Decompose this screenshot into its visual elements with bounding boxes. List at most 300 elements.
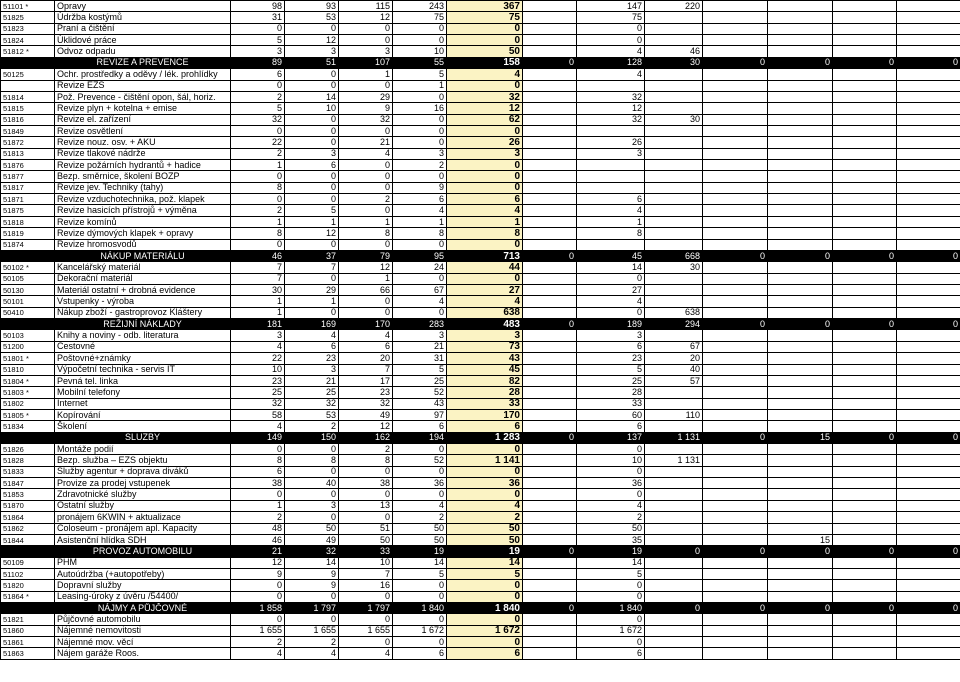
value-cell[interactable]: 0 bbox=[833, 319, 897, 330]
value-cell[interactable]: 0 bbox=[285, 194, 339, 205]
value-cell[interactable]: 6 bbox=[231, 69, 285, 80]
value-cell[interactable] bbox=[833, 35, 897, 46]
account-code-cell[interactable]: 51821 bbox=[1, 614, 55, 625]
value-cell[interactable]: 12 bbox=[285, 35, 339, 46]
value-cell[interactable]: 5 bbox=[577, 568, 645, 579]
value-cell[interactable]: 1 bbox=[339, 273, 393, 284]
value-cell[interactable]: 0 bbox=[833, 432, 897, 443]
value-cell[interactable] bbox=[523, 1, 577, 12]
value-cell[interactable]: 0 bbox=[339, 125, 393, 136]
value-cell[interactable]: 3 bbox=[285, 46, 339, 57]
value-cell[interactable] bbox=[703, 137, 768, 148]
value-cell[interactable]: 9 bbox=[393, 182, 447, 193]
value-cell[interactable] bbox=[577, 182, 645, 193]
value-cell[interactable] bbox=[645, 35, 703, 46]
value-cell[interactable]: 1 bbox=[231, 307, 285, 318]
item-name-cell[interactable]: Revize dýmových klapek + opravy bbox=[55, 228, 231, 239]
value-cell[interactable]: 0 bbox=[285, 69, 339, 80]
value-cell[interactable]: 0 bbox=[703, 250, 768, 261]
value-cell[interactable] bbox=[703, 591, 768, 602]
item-name-cell[interactable]: Knihy a noviny - odb. literatura bbox=[55, 330, 231, 341]
value-cell[interactable]: 0 bbox=[231, 614, 285, 625]
account-code-cell[interactable]: 51871 bbox=[1, 194, 55, 205]
value-cell[interactable]: 0 bbox=[231, 580, 285, 591]
value-cell[interactable]: 6 bbox=[577, 648, 645, 659]
value-cell[interactable]: 0 bbox=[768, 250, 833, 261]
value-cell[interactable]: 8 bbox=[339, 455, 393, 466]
value-cell[interactable]: 24 bbox=[393, 262, 447, 273]
account-code-cell[interactable]: 51853 bbox=[1, 489, 55, 500]
account-code-cell[interactable] bbox=[1, 603, 55, 614]
value-cell[interactable]: 10 bbox=[339, 557, 393, 568]
value-cell[interactable] bbox=[833, 341, 897, 352]
account-code-cell[interactable]: 51804 * bbox=[1, 375, 55, 386]
value-cell[interactable]: 15 bbox=[768, 432, 833, 443]
value-cell[interactable] bbox=[897, 455, 960, 466]
value-cell[interactable]: 283 bbox=[393, 319, 447, 330]
value-cell[interactable] bbox=[523, 160, 577, 171]
value-cell[interactable]: 0 bbox=[768, 57, 833, 68]
value-cell[interactable]: 2 bbox=[231, 637, 285, 648]
value-cell[interactable] bbox=[897, 421, 960, 432]
value-cell[interactable]: 0 bbox=[339, 466, 393, 477]
value-cell[interactable]: 107 bbox=[339, 57, 393, 68]
value-cell[interactable]: 2 bbox=[393, 160, 447, 171]
value-cell[interactable] bbox=[523, 114, 577, 125]
item-name-cell[interactable]: PHM bbox=[55, 557, 231, 568]
value-cell[interactable] bbox=[703, 512, 768, 523]
value-cell[interactable] bbox=[523, 103, 577, 114]
value-cell[interactable] bbox=[768, 568, 833, 579]
item-name-cell[interactable]: Nákup zboží - gastroprovoz Kláštery bbox=[55, 307, 231, 318]
value-cell[interactable]: 0 bbox=[703, 603, 768, 614]
value-cell[interactable] bbox=[703, 171, 768, 182]
value-cell[interactable] bbox=[703, 103, 768, 114]
item-name-cell[interactable]: Revize el. zařízení bbox=[55, 114, 231, 125]
item-name-cell[interactable]: Revize jev. Techniky (tahy) bbox=[55, 182, 231, 193]
value-cell[interactable] bbox=[768, 500, 833, 511]
value-cell[interactable] bbox=[897, 23, 960, 34]
item-name-cell[interactable]: Revize vzduchotechnika, pož. klapek bbox=[55, 194, 231, 205]
value-cell[interactable] bbox=[523, 23, 577, 34]
value-cell[interactable]: 0 bbox=[231, 194, 285, 205]
value-cell[interactable] bbox=[897, 273, 960, 284]
value-cell[interactable]: 1 672 bbox=[577, 625, 645, 636]
value-cell[interactable]: 0 bbox=[897, 57, 960, 68]
value-cell[interactable] bbox=[523, 171, 577, 182]
value-cell[interactable]: 0 bbox=[523, 319, 577, 330]
value-cell[interactable] bbox=[523, 421, 577, 432]
value-cell[interactable]: 3 bbox=[393, 330, 447, 341]
value-cell[interactable]: 0 bbox=[285, 307, 339, 318]
section-title-cell[interactable]: SLUŽBY bbox=[55, 432, 231, 443]
value-cell[interactable] bbox=[523, 500, 577, 511]
value-cell[interactable]: 9 bbox=[285, 580, 339, 591]
value-cell[interactable]: 10 bbox=[231, 364, 285, 375]
value-cell[interactable]: 2 bbox=[285, 421, 339, 432]
value-cell[interactable]: 115 bbox=[339, 1, 393, 12]
value-cell[interactable] bbox=[833, 375, 897, 386]
section-title-cell[interactable]: REVIZE A PREVENCE bbox=[55, 57, 231, 68]
value-cell[interactable] bbox=[645, 444, 703, 455]
value-cell[interactable]: 149 bbox=[231, 432, 285, 443]
account-code-cell[interactable]: 51812 * bbox=[1, 46, 55, 57]
value-cell[interactable] bbox=[833, 557, 897, 568]
account-code-cell[interactable] bbox=[1, 57, 55, 68]
value-cell[interactable]: 1 131 bbox=[645, 455, 703, 466]
value-cell[interactable]: 43 bbox=[393, 398, 447, 409]
value-cell[interactable] bbox=[523, 648, 577, 659]
value-cell[interactable] bbox=[833, 307, 897, 318]
value-cell[interactable] bbox=[703, 421, 768, 432]
value-cell[interactable] bbox=[523, 194, 577, 205]
value-cell[interactable] bbox=[768, 341, 833, 352]
value-cell[interactable] bbox=[833, 148, 897, 159]
value-cell[interactable]: 5 bbox=[231, 35, 285, 46]
value-cell[interactable] bbox=[768, 466, 833, 477]
value-cell[interactable] bbox=[833, 455, 897, 466]
total-cell[interactable]: 0 bbox=[447, 35, 523, 46]
value-cell[interactable] bbox=[833, 137, 897, 148]
account-code-cell[interactable]: 51803 * bbox=[1, 387, 55, 398]
value-cell[interactable]: 4 bbox=[577, 296, 645, 307]
value-cell[interactable]: 29 bbox=[339, 91, 393, 102]
value-cell[interactable]: 0 bbox=[339, 182, 393, 193]
value-cell[interactable] bbox=[645, 148, 703, 159]
value-cell[interactable]: 49 bbox=[285, 534, 339, 545]
value-cell[interactable]: 1 bbox=[577, 216, 645, 227]
value-cell[interactable] bbox=[768, 1, 833, 12]
value-cell[interactable] bbox=[645, 273, 703, 284]
account-code-cell[interactable]: 51819 bbox=[1, 228, 55, 239]
value-cell[interactable]: 1 797 bbox=[339, 603, 393, 614]
item-name-cell[interactable]: Nájemné nemovitosti bbox=[55, 625, 231, 636]
value-cell[interactable] bbox=[523, 466, 577, 477]
value-cell[interactable]: 0 bbox=[285, 182, 339, 193]
value-cell[interactable]: 0 bbox=[339, 160, 393, 171]
value-cell[interactable]: 0 bbox=[285, 466, 339, 477]
value-cell[interactable]: 36 bbox=[393, 478, 447, 489]
item-name-cell[interactable]: Půjčovné automobilu bbox=[55, 614, 231, 625]
value-cell[interactable] bbox=[768, 171, 833, 182]
item-name-cell[interactable]: Revize komínů bbox=[55, 216, 231, 227]
item-name-cell[interactable]: Nájem garáže Roos. bbox=[55, 648, 231, 659]
value-cell[interactable]: 52 bbox=[393, 455, 447, 466]
value-cell[interactable] bbox=[833, 182, 897, 193]
value-cell[interactable] bbox=[645, 591, 703, 602]
value-cell[interactable] bbox=[645, 171, 703, 182]
value-cell[interactable] bbox=[645, 80, 703, 91]
account-code-cell[interactable]: 51862 bbox=[1, 523, 55, 534]
account-code-cell[interactable]: 51817 bbox=[1, 182, 55, 193]
item-name-cell[interactable]: Opravy bbox=[55, 1, 231, 12]
total-cell[interactable]: 0 bbox=[447, 80, 523, 91]
value-cell[interactable]: 0 bbox=[231, 444, 285, 455]
value-cell[interactable]: 0 bbox=[339, 591, 393, 602]
value-cell[interactable]: 0 bbox=[768, 603, 833, 614]
value-cell[interactable]: 2 bbox=[231, 512, 285, 523]
value-cell[interactable] bbox=[645, 239, 703, 250]
value-cell[interactable] bbox=[703, 330, 768, 341]
value-cell[interactable] bbox=[897, 512, 960, 523]
value-cell[interactable]: 46 bbox=[231, 250, 285, 261]
item-name-cell[interactable]: Úklidové práce bbox=[55, 35, 231, 46]
value-cell[interactable] bbox=[523, 262, 577, 273]
value-cell[interactable] bbox=[703, 125, 768, 136]
value-cell[interactable] bbox=[833, 160, 897, 171]
value-cell[interactable]: 1 bbox=[231, 216, 285, 227]
value-cell[interactable] bbox=[523, 387, 577, 398]
account-code-cell[interactable]: 51847 bbox=[1, 478, 55, 489]
value-cell[interactable]: 51 bbox=[339, 523, 393, 534]
value-cell[interactable] bbox=[897, 125, 960, 136]
value-cell[interactable] bbox=[897, 284, 960, 295]
item-name-cell[interactable]: Revize nouz. osv. + AKU bbox=[55, 137, 231, 148]
value-cell[interactable]: 0 bbox=[285, 591, 339, 602]
value-cell[interactable]: 0 bbox=[339, 296, 393, 307]
total-cell[interactable]: 1 672 bbox=[447, 625, 523, 636]
value-cell[interactable] bbox=[768, 557, 833, 568]
value-cell[interactable]: 23 bbox=[231, 375, 285, 386]
value-cell[interactable]: 1 655 bbox=[339, 625, 393, 636]
value-cell[interactable]: 0 bbox=[833, 57, 897, 68]
value-cell[interactable] bbox=[523, 216, 577, 227]
value-cell[interactable]: 4 bbox=[285, 330, 339, 341]
item-name-cell[interactable]: Revize tlakové nádrže bbox=[55, 148, 231, 159]
value-cell[interactable] bbox=[703, 35, 768, 46]
value-cell[interactable]: 98 bbox=[231, 1, 285, 12]
value-cell[interactable]: 0 bbox=[231, 23, 285, 34]
value-cell[interactable]: 5 bbox=[393, 364, 447, 375]
value-cell[interactable] bbox=[523, 523, 577, 534]
value-cell[interactable] bbox=[523, 375, 577, 386]
value-cell[interactable] bbox=[703, 12, 768, 23]
value-cell[interactable]: 1 bbox=[339, 216, 393, 227]
value-cell[interactable]: 3 bbox=[577, 148, 645, 159]
value-cell[interactable] bbox=[703, 500, 768, 511]
total-cell[interactable]: 0 bbox=[447, 273, 523, 284]
value-cell[interactable] bbox=[703, 239, 768, 250]
value-cell[interactable] bbox=[768, 330, 833, 341]
value-cell[interactable] bbox=[523, 239, 577, 250]
value-cell[interactable] bbox=[523, 512, 577, 523]
value-cell[interactable]: 0 bbox=[768, 546, 833, 557]
value-cell[interactable] bbox=[833, 387, 897, 398]
value-cell[interactable]: 0 bbox=[285, 614, 339, 625]
value-cell[interactable]: 48 bbox=[231, 523, 285, 534]
value-cell[interactable]: 0 bbox=[897, 546, 960, 557]
item-name-cell[interactable]: Cestovné bbox=[55, 341, 231, 352]
account-code-cell[interactable]: 51801 * bbox=[1, 353, 55, 364]
value-cell[interactable]: 2 bbox=[285, 637, 339, 648]
value-cell[interactable]: 32 bbox=[339, 398, 393, 409]
value-cell[interactable]: 0 bbox=[393, 273, 447, 284]
value-cell[interactable]: 0 bbox=[285, 171, 339, 182]
value-cell[interactable] bbox=[645, 205, 703, 216]
value-cell[interactable]: 1 bbox=[393, 80, 447, 91]
total-cell[interactable]: 713 bbox=[447, 250, 523, 261]
value-cell[interactable] bbox=[833, 194, 897, 205]
value-cell[interactable] bbox=[645, 648, 703, 659]
value-cell[interactable] bbox=[577, 80, 645, 91]
value-cell[interactable]: 21 bbox=[393, 341, 447, 352]
value-cell[interactable] bbox=[768, 409, 833, 420]
item-name-cell[interactable]: Ochr. prostředky a oděvy / lék. prohlídky bbox=[55, 69, 231, 80]
value-cell[interactable]: 0 bbox=[339, 489, 393, 500]
value-cell[interactable]: 31 bbox=[393, 353, 447, 364]
value-cell[interactable] bbox=[897, 330, 960, 341]
value-cell[interactable]: 0 bbox=[393, 137, 447, 148]
value-cell[interactable]: 14 bbox=[577, 262, 645, 273]
value-cell[interactable]: 31 bbox=[231, 12, 285, 23]
value-cell[interactable] bbox=[833, 262, 897, 273]
value-cell[interactable] bbox=[523, 35, 577, 46]
value-cell[interactable]: 8 bbox=[231, 228, 285, 239]
value-cell[interactable] bbox=[523, 478, 577, 489]
value-cell[interactable] bbox=[523, 296, 577, 307]
value-cell[interactable]: 0 bbox=[523, 603, 577, 614]
value-cell[interactable]: 3 bbox=[339, 46, 393, 57]
value-cell[interactable] bbox=[897, 478, 960, 489]
value-cell[interactable] bbox=[768, 591, 833, 602]
value-cell[interactable]: 6 bbox=[577, 421, 645, 432]
value-cell[interactable]: 1 672 bbox=[393, 625, 447, 636]
value-cell[interactable] bbox=[523, 364, 577, 375]
value-cell[interactable]: 38 bbox=[339, 478, 393, 489]
account-code-cell[interactable]: 51825 bbox=[1, 12, 55, 23]
account-code-cell[interactable]: 51849 bbox=[1, 125, 55, 136]
value-cell[interactable] bbox=[897, 398, 960, 409]
item-name-cell[interactable]: pronájem 6KWIN + aktualizace bbox=[55, 512, 231, 523]
value-cell[interactable] bbox=[833, 69, 897, 80]
value-cell[interactable] bbox=[523, 444, 577, 455]
item-name-cell[interactable]: Autoúdržba (+autopotřeby) bbox=[55, 568, 231, 579]
item-name-cell[interactable]: Výpočetní technika - servis IT bbox=[55, 364, 231, 375]
value-cell[interactable]: 51 bbox=[285, 57, 339, 68]
value-cell[interactable]: 12 bbox=[285, 228, 339, 239]
item-name-cell[interactable]: Pož. Prevence - čištění opon, šál, horiz. bbox=[55, 91, 231, 102]
value-cell[interactable] bbox=[577, 239, 645, 250]
value-cell[interactable]: 7 bbox=[285, 262, 339, 273]
value-cell[interactable] bbox=[703, 534, 768, 545]
value-cell[interactable]: 3 bbox=[393, 148, 447, 159]
value-cell[interactable] bbox=[523, 557, 577, 568]
value-cell[interactable]: 0 bbox=[285, 125, 339, 136]
account-code-cell[interactable]: 51864 bbox=[1, 512, 55, 523]
value-cell[interactable] bbox=[645, 478, 703, 489]
value-cell[interactable]: 8 bbox=[339, 228, 393, 239]
total-cell[interactable]: 0 bbox=[447, 160, 523, 171]
value-cell[interactable] bbox=[703, 296, 768, 307]
account-code-cell[interactable] bbox=[1, 80, 55, 91]
account-code-cell[interactable]: 51861 bbox=[1, 637, 55, 648]
account-code-cell[interactable]: 50102 * bbox=[1, 262, 55, 273]
value-cell[interactable]: 25 bbox=[231, 387, 285, 398]
value-cell[interactable] bbox=[833, 568, 897, 579]
value-cell[interactable]: 9 bbox=[231, 568, 285, 579]
value-cell[interactable]: 19 bbox=[393, 546, 447, 557]
account-code-cell[interactable] bbox=[1, 432, 55, 443]
value-cell[interactable]: 0 bbox=[393, 444, 447, 455]
account-code-cell[interactable]: 50103 bbox=[1, 330, 55, 341]
value-cell[interactable]: 0 bbox=[231, 591, 285, 602]
value-cell[interactable]: 40 bbox=[645, 364, 703, 375]
value-cell[interactable] bbox=[768, 69, 833, 80]
value-cell[interactable]: 66 bbox=[339, 284, 393, 295]
value-cell[interactable] bbox=[768, 398, 833, 409]
value-cell[interactable]: 40 bbox=[285, 478, 339, 489]
value-cell[interactable]: 1 bbox=[231, 296, 285, 307]
value-cell[interactable] bbox=[645, 296, 703, 307]
value-cell[interactable] bbox=[523, 353, 577, 364]
value-cell[interactable] bbox=[897, 228, 960, 239]
value-cell[interactable] bbox=[703, 375, 768, 386]
value-cell[interactable] bbox=[645, 91, 703, 102]
value-cell[interactable]: 53 bbox=[285, 409, 339, 420]
value-cell[interactable] bbox=[897, 205, 960, 216]
value-cell[interactable] bbox=[645, 580, 703, 591]
value-cell[interactable]: 0 bbox=[339, 512, 393, 523]
value-cell[interactable] bbox=[523, 455, 577, 466]
total-cell[interactable]: 75 bbox=[447, 12, 523, 23]
value-cell[interactable]: 3 bbox=[285, 364, 339, 375]
value-cell[interactable]: 8 bbox=[231, 455, 285, 466]
value-cell[interactable] bbox=[645, 614, 703, 625]
value-cell[interactable]: 189 bbox=[577, 319, 645, 330]
total-cell[interactable]: 4 bbox=[447, 500, 523, 511]
value-cell[interactable] bbox=[703, 114, 768, 125]
value-cell[interactable]: 6 bbox=[393, 194, 447, 205]
value-cell[interactable] bbox=[768, 637, 833, 648]
item-name-cell[interactable]: Revize hromosvodů bbox=[55, 239, 231, 250]
value-cell[interactable] bbox=[833, 91, 897, 102]
value-cell[interactable]: 1 797 bbox=[285, 603, 339, 614]
value-cell[interactable]: 8 bbox=[393, 228, 447, 239]
value-cell[interactable]: 7 bbox=[339, 568, 393, 579]
total-cell[interactable]: 4 bbox=[447, 296, 523, 307]
value-cell[interactable] bbox=[645, 489, 703, 500]
value-cell[interactable] bbox=[833, 12, 897, 23]
value-cell[interactable] bbox=[833, 296, 897, 307]
value-cell[interactable]: 194 bbox=[393, 432, 447, 443]
value-cell[interactable] bbox=[833, 228, 897, 239]
value-cell[interactable]: 1 840 bbox=[393, 603, 447, 614]
total-cell[interactable]: 0 bbox=[447, 182, 523, 193]
account-code-cell[interactable]: 51802 bbox=[1, 398, 55, 409]
value-cell[interactable]: 50 bbox=[393, 534, 447, 545]
value-cell[interactable] bbox=[833, 614, 897, 625]
item-name-cell[interactable]: Revize plyn + kotelna + emise bbox=[55, 103, 231, 114]
value-cell[interactable]: 10 bbox=[285, 103, 339, 114]
total-cell[interactable]: 3 bbox=[447, 148, 523, 159]
value-cell[interactable] bbox=[645, 512, 703, 523]
value-cell[interactable]: 4 bbox=[393, 500, 447, 511]
value-cell[interactable]: 0 bbox=[393, 35, 447, 46]
value-cell[interactable]: 0 bbox=[577, 489, 645, 500]
account-code-cell[interactable] bbox=[1, 250, 55, 261]
value-cell[interactable]: 128 bbox=[577, 57, 645, 68]
total-cell[interactable]: 2 bbox=[447, 512, 523, 523]
value-cell[interactable]: 46 bbox=[231, 534, 285, 545]
account-code-cell[interactable]: 51102 bbox=[1, 568, 55, 579]
value-cell[interactable] bbox=[703, 148, 768, 159]
value-cell[interactable] bbox=[897, 46, 960, 57]
total-cell[interactable]: 19 bbox=[447, 546, 523, 557]
total-cell[interactable]: 50 bbox=[447, 46, 523, 57]
value-cell[interactable]: 2 bbox=[577, 512, 645, 523]
account-code-cell[interactable]: 51826 bbox=[1, 444, 55, 455]
value-cell[interactable] bbox=[768, 273, 833, 284]
